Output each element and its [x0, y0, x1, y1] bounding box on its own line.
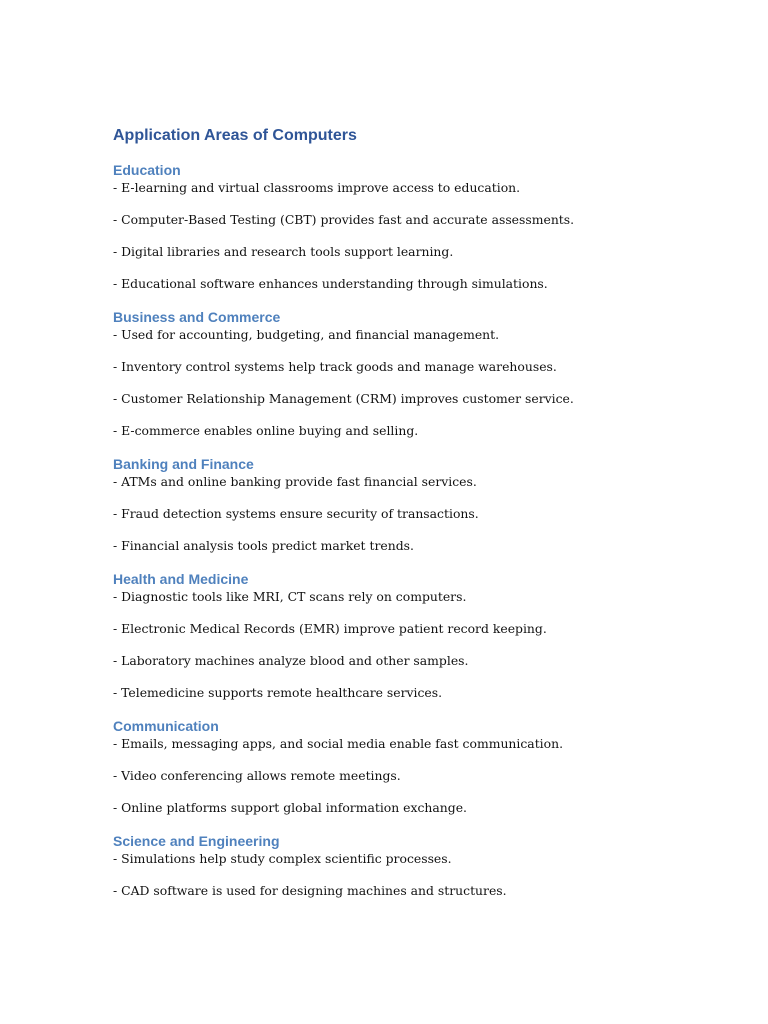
section-heading: Banking and Finance — [113, 456, 254, 472]
list-item: - Computer-Based Testing (CBT) provides fast and accurate assessments. — [113, 212, 575, 227]
section-heading: Communication — [113, 718, 219, 734]
section-health-and-medicine — [113, 569, 713, 703]
document-title: Application Areas of Computers — [113, 127, 357, 144]
section-heading: Health and Medicine — [113, 571, 249, 587]
section-education — [113, 160, 713, 294]
section-communication — [113, 716, 713, 818]
list-item: - ATMs and online banking provide fast financial services. — [113, 474, 477, 489]
list-item: - Educational software enhances understanding through simulations. — [113, 276, 548, 291]
list-item: - Digital libraries and research tools support learning. — [113, 244, 454, 259]
list-item: - Video conferencing allows remote meetings. — [113, 768, 401, 783]
list-item: - E-commerce enables online buying and selling. — [113, 423, 419, 438]
list-item: - Inventory control systems help track goods and manage warehouses. — [113, 359, 557, 374]
list-item: - Telemedicine supports remote healthcare services. — [113, 685, 443, 700]
section-heading: Business and Commerce — [113, 309, 281, 325]
list-item: - Emails, messaging apps, and social media enable fast communication. — [113, 736, 564, 751]
list-item: - Fraud detection systems ensure security of transactions. — [113, 506, 479, 521]
list-item: - Simulations help study complex scientific processes. — [113, 851, 452, 866]
list-item: - Used for accounting, budgeting, and financial management. — [113, 327, 500, 342]
list-item: - Diagnostic tools like MRI, CT scans rely on computers. — [113, 589, 467, 604]
list-item: - Laboratory machines analyze blood and other samples. — [113, 653, 469, 668]
list-item: - Electronic Medical Records (EMR) improve patient record keeping. — [113, 621, 547, 636]
list-item: - Online platforms support global information exchange. — [113, 800, 467, 815]
list-item: - E-learning and virtual classrooms improve access to education. — [113, 180, 521, 195]
section-science-and-engineering — [113, 831, 713, 901]
list-item: - Financial analysis tools predict market trends. — [113, 538, 414, 553]
section-banking-and-finance — [113, 454, 713, 556]
document-page — [113, 124, 713, 901]
section-heading: Education — [113, 162, 181, 178]
section-heading: Science and Engineering — [113, 833, 280, 849]
list-item: - CAD software is used for designing machines and structures. — [113, 883, 507, 898]
list-item: - Customer Relationship Management (CRM) improves customer service. — [113, 391, 574, 406]
section-business-and-commerce — [113, 307, 713, 441]
